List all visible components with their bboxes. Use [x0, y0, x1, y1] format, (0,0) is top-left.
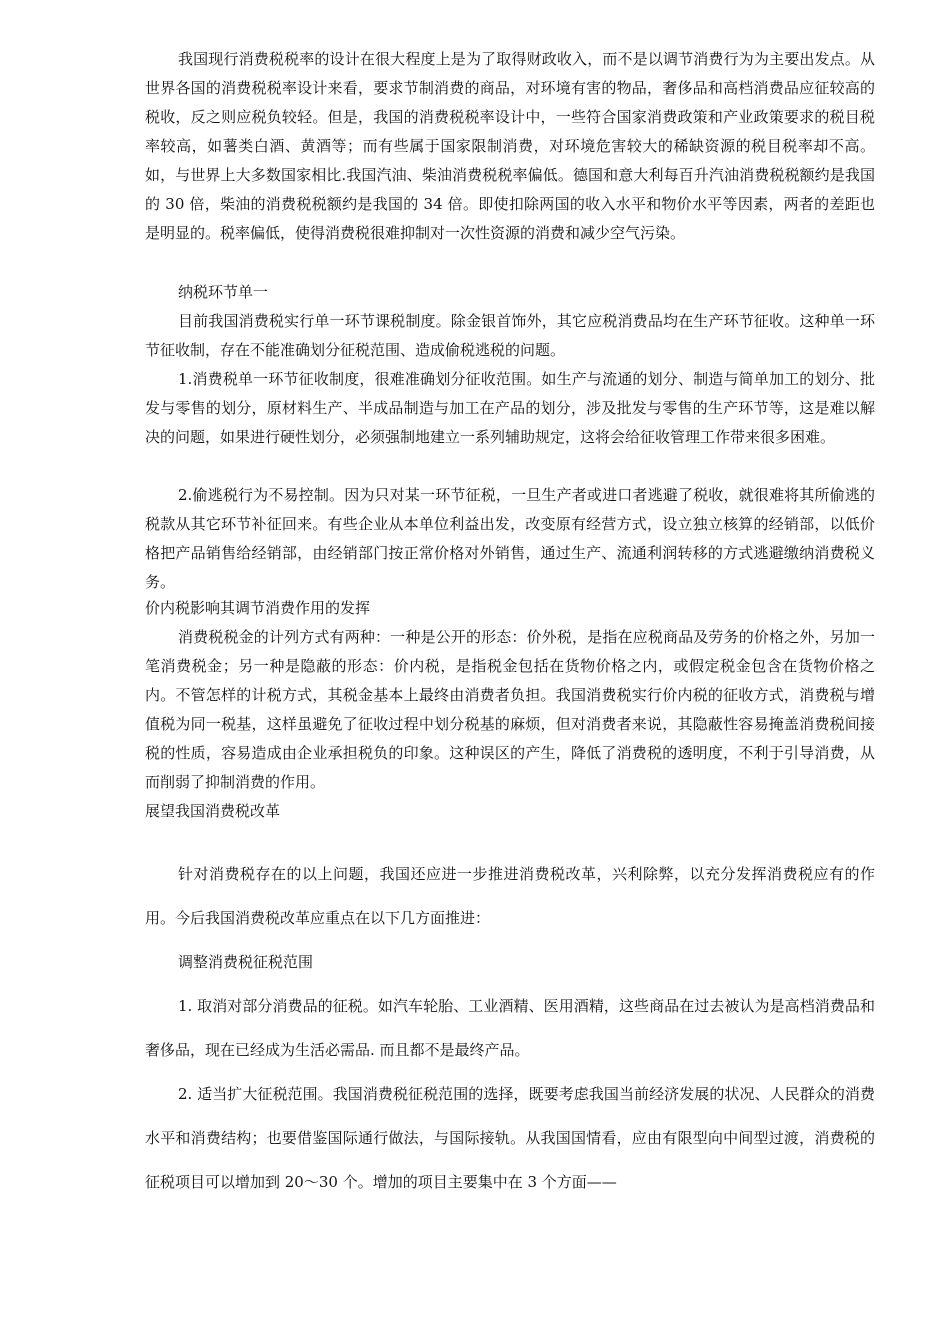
heading-adjust-scope: 调整消费税征税范围: [178, 953, 314, 971]
paragraph-reform-intro: 针对消费税存在的以上问题，我国还应进一步推进消费税改革，兴利除弊，以充分发挥消费税应有的作用。今后我国消费税改革应重点在以下几方面推进：: [145, 865, 875, 927]
paragraph-expand-scope: 2. 适当扩大征税范围。我国消费税征税范围的选择，既要考虑我国当前经济发展的状况、人民群众的消费水平和消费结构；也要借鉴国际通行做法，与国际接轨。从我国国情看，应由有限型向中间型过渡，消费税的征税项目可以增加到 20～30 个。增加的项目主要集中在 3 个方面——: [145, 1085, 875, 1191]
heading-reform-outlook: 展望我国消费税改革: [145, 802, 281, 820]
heading-single-tax-stage: 纳税环节单一: [178, 283, 269, 301]
paragraph-tax-rate-design: 我国现行消费税税率的设计在很大程度上是为了取得财政收入，而不是以调节消费行为为主要出发点。从世界各国的消费税税率设计来看，要求节制消费的商品，对环境有害的物品，奢侈品和高档消费品应征较高的税收，反之则应税负较轻。但是，我国的消费税税率设计中，一些符合国家消费政策和产业政策要求的税目税率较高，如薯类白酒、黄酒等；而有些属于国家限制消费，对环境危害较大的稀缺资源的税目税率却不高。如，与世界上大多数国家相比.我国汽油、柴油消费税税率偏低。德国和意大利每百升汽油消费税税额约是我国的 30 倍，柴油的消费税税额约是我国的 34 倍。即使扣除两国的收入水平和物价水平等因素，两者的差距也是明显的。税率偏低，使得消费税很难抑制对一次性资源的消费和减少空气污染。: [145, 50, 875, 242]
paragraph-single-stage-system: 目前我国消费税实行单一环节课税制度。除金银首饰外，其它应税消费品均在生产环节征收。这种单一环节征收制，存在不能准确划分征税范围、造成偷税逃税的问题。: [145, 312, 875, 359]
paragraph-point-2-evasion: 2.偷逃税行为不易控制。因为只对某一环节征税，一旦生产者或进口者逃避了税收，就很难将其所偷逃的税款从其它环节补征回来。有些企业从本单位利益出发，改变原有经营方式，设立独立核算的经销部，以低价格把产品销售给经销部，由经销部门按正常价格对外销售，通过生产、流通利润转移的方式逃避缴纳消费税义务。: [145, 486, 875, 591]
paragraph-cancel-tax-items: 1. 取消对部分消费品的征税。如汽车轮胎、工业酒精、医用酒精，这些商品在过去被认为是高档消费品和奢侈品，现在已经成为生活必需品. 而且都不是最终产品。: [145, 997, 875, 1059]
paragraph-point-1-scope: 1.消费税单一环节征收制度，很难准确划分征收范围。如生产与流通的划分、制造与简单加工的划分、批发与零售的划分，原材料生产、半成品制造与加工在产品的划分，涉及批发与零售的生产环节等，这是难以解决的问题，如果进行硬性划分，必须强制地建立一系列辅助规定，这将会给征收管理工作带来很多困难。: [145, 370, 875, 446]
paragraph-tax-computation: 消费税税金的计列方式有两种：一种是公开的形态：价外税，是指在应税商品及劳务的价格之外，另加一笔消费税金；另一种是隐蔽的形态：价内税，是指税金包括在货物价格之内，或假定税金包含在货物价格之内。不管怎样的计税方式，其税金基本上最终由消费者负担。我国消费税实行价内税的征收方式，消费税与增值税为同一税基，这样虽避免了征收过程中划分税基的麻烦，但对消费者来说，其隐蔽性容易掩盖消费税间接税的性质，容易造成由企业承担税负的印象。这种误区的产生，降低了消费税的透明度，不利于引导消费，从而削弱了抑制消费的作用。: [145, 628, 875, 791]
heading-price-inclusive-tax: 价内税影响其调节消费作用的发挥: [145, 599, 371, 617]
